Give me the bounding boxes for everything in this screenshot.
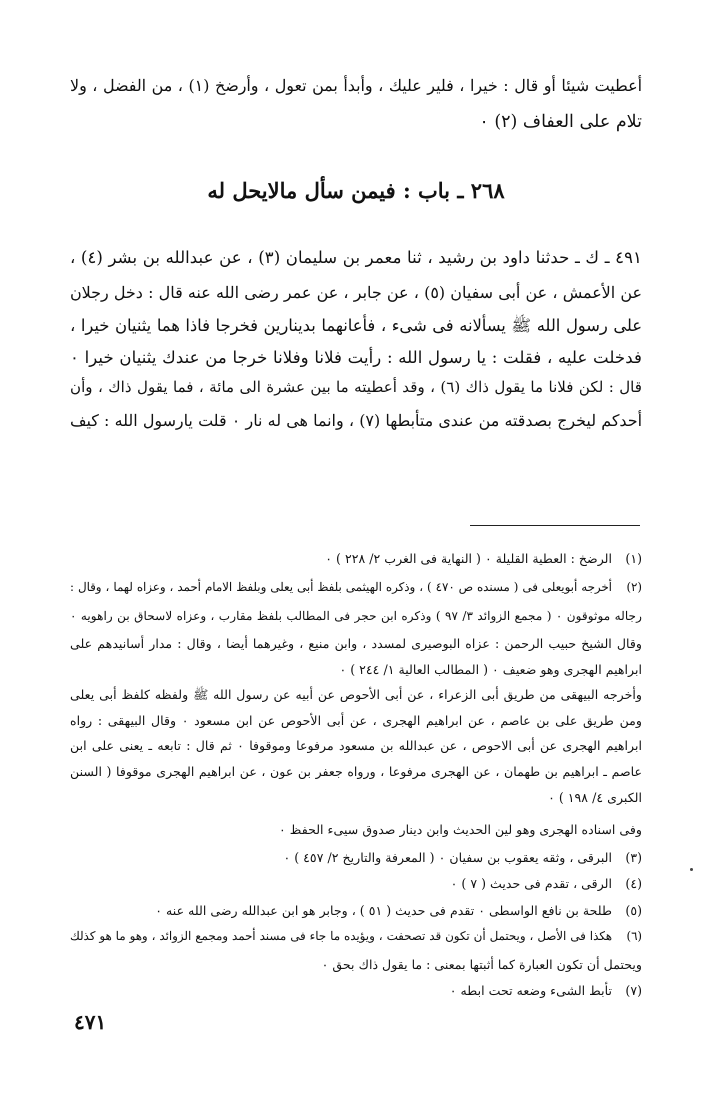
footnote-line [70,551,642,566]
footnote-line: رجاله موثوقون ٠ ( مجمع الزوائد ٣/ ٩٧ ) وذكره ابن حجر فى المطالب بلفظ مقارب ، وعزاه لاسحاق بن راهويه ٠ [70,609,642,623]
footnote-text: الرضخ : العطية القليلة ٠ ( النهاية فى الغرب ٢/ ٢٢٨ ) ٠ [325,551,612,566]
footnote-line [70,850,642,865]
footnote-line [70,929,642,943]
page-number: ٤٧١ [74,1010,107,1034]
footnote-divider [470,525,640,526]
footnote-number: (٥) [625,903,642,918]
footnote-number: (٣) [625,850,642,865]
footnote-line: عاصم ـ ابراهيم بن طهمان ، عن الهجرى مرفوعا ، ورواه جعفر بن عون ، عن ابراهيم الهجرى موقوفا ( السنن [70,764,642,779]
footnote-number: (١) [625,551,642,566]
footnote-text: أخرجه أبويعلى فى ( مسنده ص ٤٧٠ ) ، وذكره الهيثمى بلفظ أبى يعلى وبلفظ الامام أحمد ، وعزاه لهما ، وقال : [70,580,612,594]
footnote-line [70,983,642,998]
footnote-line: ابراهيم الهجرى عن أبى الاحوص ، عن عبدالله بن مسعود مرفوعا وموقوفا ٠ ثم قال : تابعه ـ يعنى على ابن [70,738,642,753]
footnote-number: (٤) [625,876,642,891]
footnote-line: الكبرى ٤/ ١٩٨ ) ٠ [548,790,642,805]
hadith-line: عن الأعمش ، عن أبى سفيان (٥) ، عن جابر ، عن عمر رضى الله عنه قال : دخل رجلان [70,283,642,302]
footnote-number: (٧) [625,983,642,998]
hadith-line: أحدكم ليخرج بصدقته من عندى متأبطها (٧) ، وانما هى له نار ٠ قلت يارسول الله : كيف [70,411,642,430]
text-line: أعطيت شيئا أو قال : خيرا ، فلير عليك ، وأبدأ بمن تعول ، وأرضخ (١) ، من الفضل ، ولا [70,76,642,95]
footnote-line: ابراهيم الهجرى وهو ضعيف ٠ ( المطالب العالية ١/ ٢٤٤ ) ٠ [339,662,642,677]
footnote-number: (٦) [626,929,643,943]
footnote-line: وأخرجه البيهقى من طريق أبى الزعراء ، عن أبى الأحوص عن أبيه عن رسول الله ﷺ ولفظه كلفظ أبى يعلى [70,687,642,702]
footnote-text: البرقى ، وثقه يعقوب بن سفيان ٠ ( المعرفة والتاريخ ٢/ ٤٥٧ ) ٠ [283,850,612,865]
footnote-text: تأبط الشىء وضعه تحت ابطه ٠ [449,983,612,998]
hadith-line: قال : لكن فلانا ما يقول ذاك (٦) ، وقد أعطيته ما بين عشرة الى مائة ، فما يقول ذاك ، وأن [70,378,642,396]
footnote-text: هكذا فى الأصل ، ويحتمل أن تكون قد تصحفت ، ويؤيده ما جاء فى مسند أحمد ومجمع الزوائد ، وهو ما هو كذلك [70,929,612,943]
footnote-number: (٢) [626,580,642,594]
footnote-line: وفى اسناده الهجرى وهو لين الحديث وابن دينار صدوق سيىء الحفظ ٠ [279,822,642,837]
chapter-heading: ٢٦٨ ـ باب : فيمن سأل مالايحل له [207,178,505,203]
footnote-line: ويحتمل أن تكون العبارة كما أثبتها بمعنى : ما يقول ذاك بحق ٠ [321,957,642,972]
hadith-line: على رسول الله ﷺ يسألانه فى شىء ، فأعانهما بدينارين فخرجا فاذا هما يثنيان خيرا ، [70,316,642,335]
hadith-line: ٤٩١ ـ ك ـ حدثنا داود بن رشيد ، ثنا معمر بن سليمان (٣) ، عن عبدالله بن بشر (٤) ، [70,247,643,267]
footnote-text: الرقى ، تقدم فى حديث ( ٧ ) ٠ [450,876,612,891]
footnote-line: ومن طريق على بن عاصم ، عن ابراهيم الهجرى ، عن أبى الأحوص عن ابن مسعود ٠ وقال البيهقى : رواه [70,713,643,728]
hadith-line: فدخلت عليه ، فقلت : يا رسول الله : رأيت فلانا وفلانا خرجا من عندك يثنيان خيرا ٠ [70,347,642,367]
footnote-line [70,876,642,891]
scan-speck [690,868,693,871]
footnote-line [70,903,642,918]
footnote-line: وقال الشيخ حبيب الرحمن : عزاه البوصيرى لمسدد ، وابن منيع ، وغيرهما أيضا ، وقال : مدار أسانيدهم على [70,636,642,651]
footnote-line [70,580,642,594]
footnote-text: طلحة بن نافع الواسطى ٠ تقدم فى حديث ( ٥١ ) ، وجابر هو ابن عبدالله رضى الله عنه ٠ [155,903,612,918]
text-line: تلام على العفاف (٢) ٠ [479,112,642,132]
